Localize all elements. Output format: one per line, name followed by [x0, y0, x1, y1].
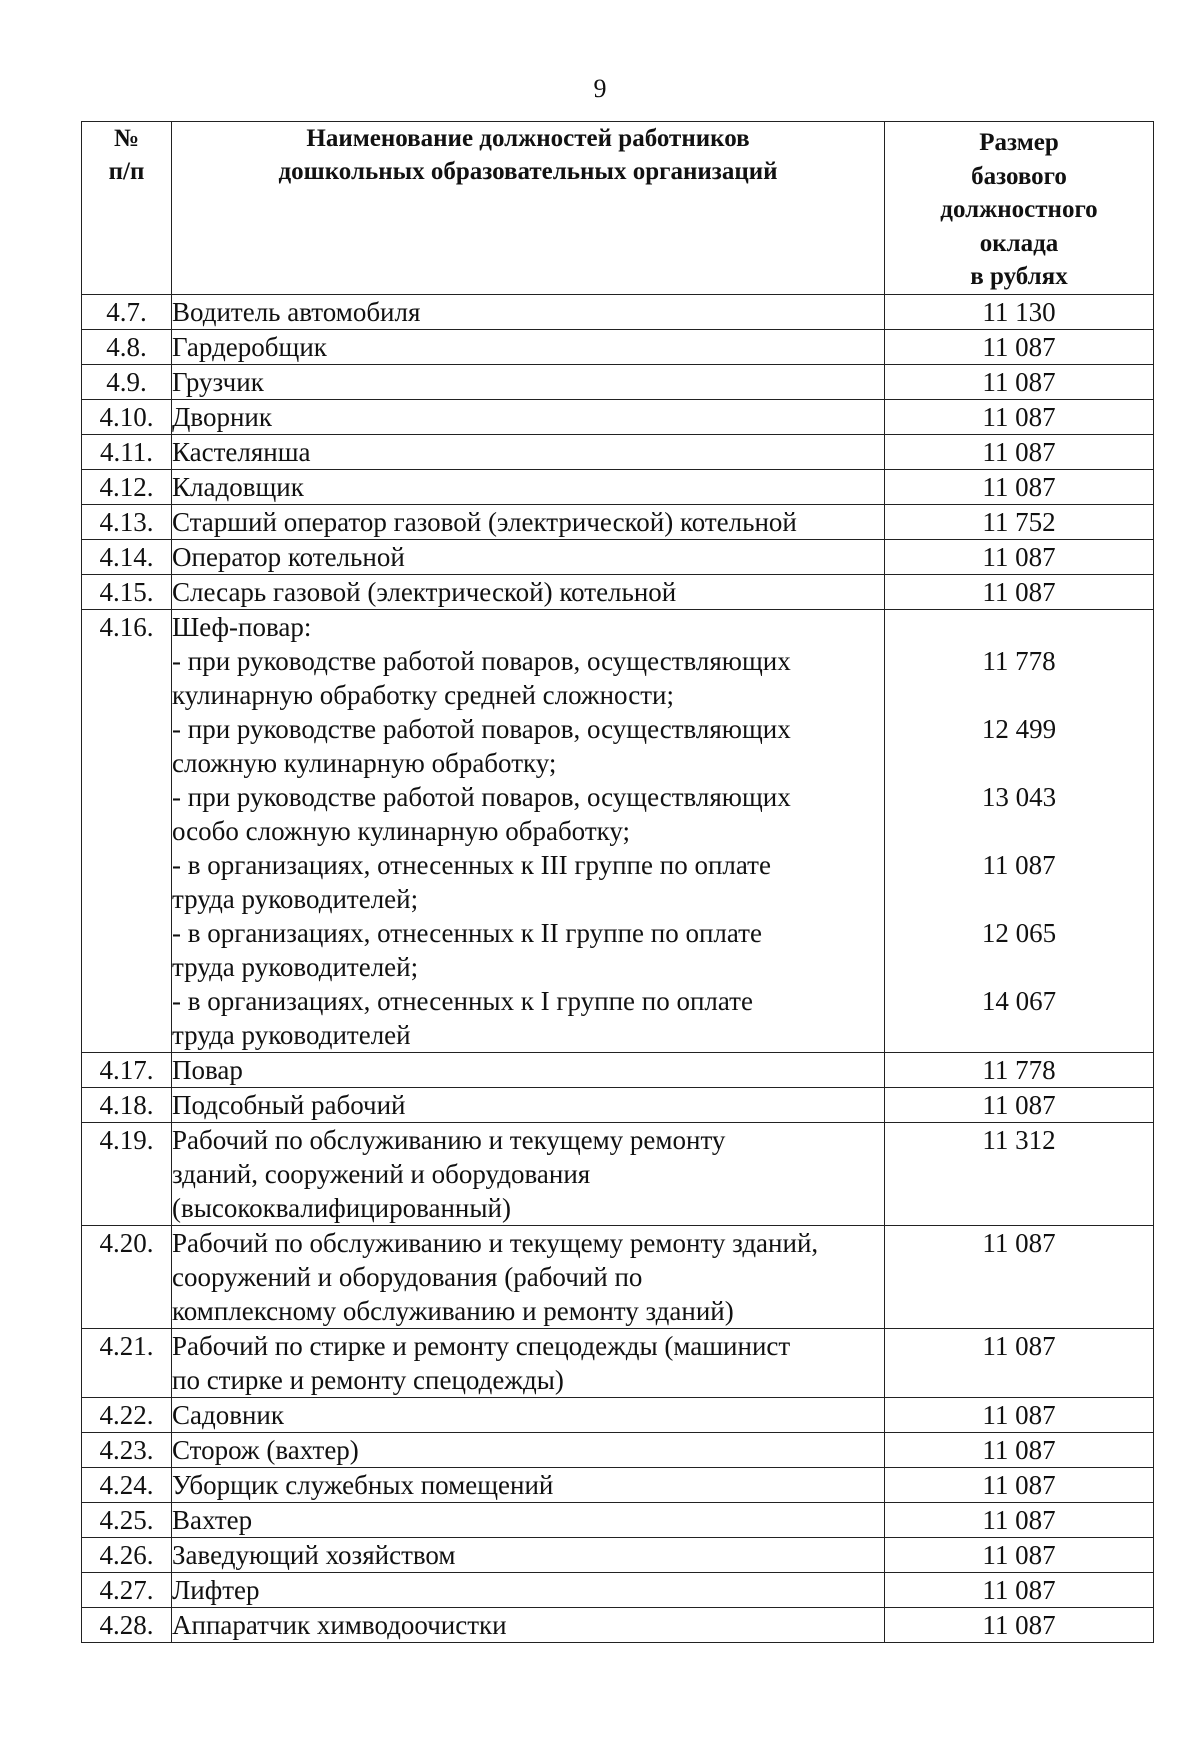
header-salary-line: оклада [979, 229, 1059, 257]
position-name [172, 1123, 885, 1226]
row-number: 4.13. [82, 505, 172, 540]
table-row [82, 575, 1154, 610]
salary-value: 11 087 [885, 330, 1154, 365]
table-row [82, 1573, 1154, 1608]
header-name-line: дошкольных образовательных организаций [278, 158, 778, 185]
row-number: 4.11. [82, 435, 172, 470]
spacer [885, 1018, 1153, 1052]
chef-condition-line: - при руководстве работой поваров, осуществляющих [172, 714, 791, 744]
table-row [82, 1226, 1154, 1329]
table-row [82, 435, 1154, 470]
table-row [82, 470, 1154, 505]
table-row [82, 1053, 1154, 1088]
table-row [82, 1468, 1154, 1503]
salary-value: 11 087 [885, 1088, 1154, 1123]
position-name [172, 610, 885, 1053]
position-name-line: Рабочий по стирке и ремонту спецодежды (машинист [172, 1331, 791, 1361]
position-name-line: Сторож (вахтер) [172, 1435, 359, 1465]
table-row [82, 1433, 1154, 1468]
position-name-line: Лифтер [172, 1575, 260, 1605]
chef-condition-line: - при руководстве работой поваров, осуществляющих [172, 782, 791, 812]
row-number: 4.8. [82, 330, 172, 365]
position-name [172, 1503, 885, 1538]
salary-value: 11 312 [885, 1123, 1154, 1226]
position-name-line: (высококвалифицированный) [172, 1193, 511, 1223]
chef-condition-line: особо сложную кулинарную обработку; [172, 816, 631, 846]
row-number: 4.12. [82, 470, 172, 505]
chef-condition-line: труда руководителей [172, 1020, 411, 1050]
position-name-line: Садовник [172, 1400, 284, 1430]
row-number: 4.9. [82, 365, 172, 400]
spacer [885, 746, 1153, 780]
spacer [885, 950, 1153, 984]
position-name-line: сооружений и оборудования (рабочий по [172, 1262, 643, 1292]
position-name: Гардеробщик [172, 330, 885, 365]
table-row [82, 1398, 1154, 1433]
row-number: 4.24. [82, 1468, 172, 1503]
header-salary-line: базового [971, 162, 1067, 190]
position-name: Кастелянша [172, 435, 885, 470]
table-row [82, 505, 1154, 540]
chef-conditions [172, 644, 884, 1052]
salary-value: 11 087 [885, 400, 1154, 435]
salary-value: 14 067 [981, 986, 1057, 1016]
position-name: Грузчик [172, 365, 885, 400]
position-name-line: Подсобный рабочий [172, 1090, 406, 1120]
chef-condition-line: - в организациях, отнесенных к II группе по оплате [172, 918, 762, 948]
row-number: 4.25. [82, 1503, 172, 1538]
row-number: 4.19. [82, 1123, 172, 1226]
position-name [172, 1398, 885, 1433]
position-name-line: Аппаратчик химводоочистки [172, 1610, 507, 1640]
position-name [172, 1088, 885, 1123]
row-number: 4.23. [82, 1433, 172, 1468]
row-number: 4.10. [82, 400, 172, 435]
position-name: Слесарь газовой (электрической) котельной [172, 575, 885, 610]
chef-condition-line: - в организациях, отнесенных к I группе по оплате [172, 986, 753, 1016]
position-name-line: Повар [172, 1055, 243, 1085]
position-name [172, 1573, 885, 1608]
table-row [82, 295, 1154, 330]
header-position-name [172, 122, 885, 295]
salary-value: 11 087 [885, 1398, 1154, 1433]
salary-value: 11 087 [885, 540, 1154, 575]
salary-values [885, 610, 1154, 1053]
salary-value: 11 087 [885, 1503, 1154, 1538]
row-number: 4.27. [82, 1573, 172, 1608]
salary-value: 11 087 [885, 470, 1154, 505]
position-name [172, 1538, 885, 1573]
position-name-line: по стирке и ремонту спецодежды) [172, 1365, 564, 1395]
salary-value: 11 087 [885, 1538, 1154, 1573]
salary-value: 11 087 [885, 365, 1154, 400]
salary-value: 11 087 [885, 1329, 1154, 1398]
position-name-line: Вахтер [172, 1505, 253, 1535]
position-name [172, 1608, 885, 1643]
position-name-line: зданий, сооружений и оборудования [172, 1159, 591, 1189]
salary-value: 11 778 [982, 646, 1056, 676]
chef-condition-line: труда руководителей; [172, 884, 419, 914]
row-number: 4.28. [82, 1608, 172, 1643]
salary-value: 12 499 [981, 714, 1057, 744]
table-row [82, 1123, 1154, 1226]
row-number: 4.14. [82, 540, 172, 575]
row-number: 4.15. [82, 575, 172, 610]
salary-value: 11 087 [885, 1433, 1154, 1468]
position-name [172, 1329, 885, 1398]
spacer [885, 678, 1153, 712]
row-number: 4.7. [82, 295, 172, 330]
chef-condition-line: - при руководстве работой поваров, осуществляющих [172, 646, 791, 676]
position-name [172, 1226, 885, 1329]
row-number: 4.18. [82, 1088, 172, 1123]
header-name-line: Наименование должностей работников [306, 125, 750, 152]
salary-value: 11 087 [885, 1608, 1154, 1643]
table-row [82, 1608, 1154, 1643]
salary-value: 11 087 [885, 1573, 1154, 1608]
position-name: Водитель автомобиля [172, 295, 885, 330]
salary-table [81, 121, 1154, 1643]
salary-value: 11 087 [982, 850, 1056, 880]
position-name: Оператор котельной [172, 540, 885, 575]
position-name [172, 1053, 885, 1088]
salary-value: 11 087 [885, 435, 1154, 470]
salary-value: 12 065 [981, 918, 1057, 948]
row-number: 4.17. [82, 1053, 172, 1088]
spacer [885, 814, 1153, 848]
table-row-chef [82, 610, 1154, 1053]
table-row [82, 1503, 1154, 1538]
table-row [82, 1538, 1154, 1573]
position-name [172, 1433, 885, 1468]
chef-title: Шеф-повар: [172, 612, 312, 642]
salary-value: 11 087 [885, 1226, 1154, 1329]
position-name-line: Заведующий хозяйством [172, 1540, 456, 1570]
header-salary [885, 122, 1154, 295]
chef-condition-line: кулинарную обработку средней сложности; [172, 680, 674, 710]
salary-value: 11 087 [885, 1468, 1154, 1503]
chef-condition-line: - в организациях, отнесенных к III группе по оплате [172, 850, 771, 880]
salary-value: 13 043 [981, 782, 1057, 812]
chef-condition-line: труда руководителей; [172, 952, 419, 982]
row-number: 4.21. [82, 1329, 172, 1398]
salary-value: 11 752 [885, 505, 1154, 540]
header-number-line: п/п [108, 158, 145, 185]
position-name: Кладовщик [172, 470, 885, 505]
table-header-row [82, 122, 1154, 295]
position-name: Дворник [172, 400, 885, 435]
table-row [82, 1329, 1154, 1398]
row-number: 4.20. [82, 1226, 172, 1329]
row-number: 4.26. [82, 1538, 172, 1573]
table-row [82, 365, 1154, 400]
position-name-line: Уборщик служебных помещений [172, 1470, 554, 1500]
header-salary-line: должностного [940, 196, 1098, 223]
row-number: 4.16. [82, 610, 172, 1053]
position-name-line: Рабочий по обслуживанию и текущему ремонту зданий, [172, 1228, 819, 1258]
page-number: 9 [593, 74, 607, 103]
salary-value: 11 087 [885, 575, 1154, 610]
header-salary-line: Размер [979, 129, 1059, 156]
header-salary-line: в рублях [970, 263, 1068, 290]
spacer [885, 882, 1153, 916]
table-row [82, 400, 1154, 435]
table-row [82, 1088, 1154, 1123]
salary-value: 11 130 [885, 295, 1154, 330]
position-name-line: комплексному обслуживанию и ремонту зданий) [172, 1296, 734, 1326]
header-number [82, 122, 172, 295]
spacer [885, 610, 1153, 644]
table-row [82, 330, 1154, 365]
row-number: 4.22. [82, 1398, 172, 1433]
position-name: Старший оператор газовой (электрической) котельной [172, 505, 885, 540]
header-number-line: № [113, 125, 140, 152]
chef-condition-line: сложную кулинарную обработку; [172, 748, 557, 778]
chef-salaries [885, 644, 1153, 1052]
position-name [172, 1468, 885, 1503]
position-name-line: Рабочий по обслуживанию и текущему ремонту [172, 1125, 726, 1155]
salary-value: 11 778 [885, 1053, 1154, 1088]
table-row [82, 540, 1154, 575]
